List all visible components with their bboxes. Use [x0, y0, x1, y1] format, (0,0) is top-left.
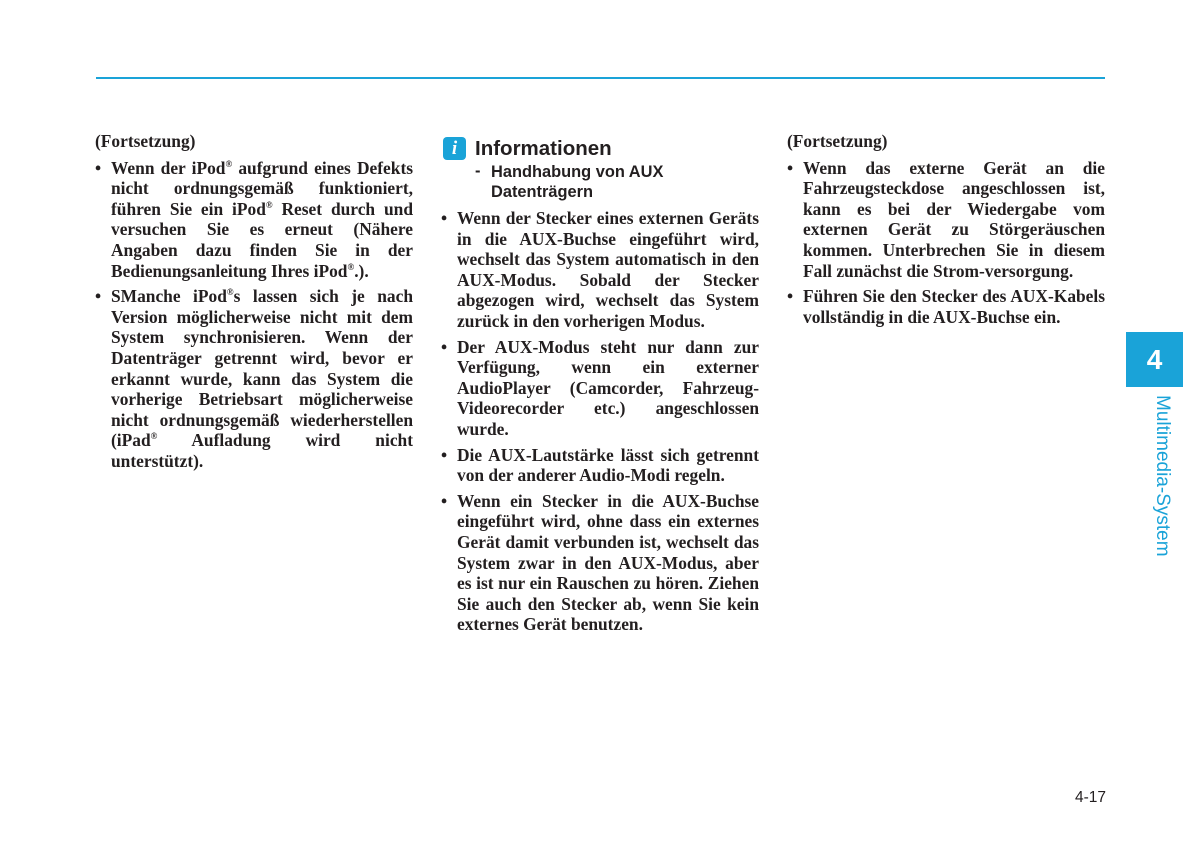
chapter-title: Multimedia-System	[1152, 395, 1173, 557]
left-column	[95, 131, 413, 477]
registered-mark: ®	[265, 199, 273, 210]
info-box-body	[441, 208, 759, 640]
subtitle-text: Handhabung von AUX Datenträgern	[491, 163, 664, 201]
list-item: • Wenn der iPod® aufgrund eines Defekts nicht ordnungsgemäß funktioniert, führen Sie ein iPod® Reset durch und versuchen Sie es erneut (Nähere Angaben dazu finden Sie in der Bedienungsanleitung Ihres iPod®.).	[95, 158, 413, 282]
info-bullet-list	[441, 208, 759, 635]
list-item: • Führen Sie den Stecker des AUX-Kabels vollständig in die AUX-Buchse ein.	[787, 286, 1105, 327]
registered-mark: ®	[347, 261, 355, 272]
subtitle-dash: -	[475, 162, 481, 180]
right-bullet-list	[787, 158, 1105, 328]
info-subtitle	[475, 163, 745, 202]
registered-mark: ®	[226, 287, 234, 298]
list-item: • Die AUX-Lautstärke lässt sich getrennt von der anderer Audio-Modi regeln.	[441, 445, 759, 486]
registered-mark: ®	[225, 158, 233, 169]
left-bullet-list	[95, 158, 413, 472]
info-icon: i	[443, 137, 466, 160]
list-item: • Wenn das externe Gerät an die Fahrzeugsteckdose angeschlossen ist, kann es bei der Wiedergabe vom externen Gerät zu Störgeräuschen kommen. Unterbrechen Sie in diesem Fall zunächst die Strom-versorgung.	[787, 158, 1105, 282]
list-item: • Wenn ein Stecker in die AUX-Buchse eingeführt wird, ohne dass ein externes Gerät damit verbunden ist, wechselt das System zwar in den AUX-Modus, aber es ist nur ein Rauschen zu hören. Ziehen Sie auch den Stecker ab, wenn Sie kein externes Gerät benutzen.	[441, 491, 759, 635]
right-column	[787, 131, 1105, 332]
continued-label: (Fortsetzung)	[95, 131, 196, 151]
continued-label: (Fortsetzung)	[787, 131, 888, 151]
header-rule	[96, 77, 1105, 79]
list-item: • Wenn der Stecker eines externen Geräts in die AUX-Buchse eingeführt wird, wechselt das System automatisch in den AUX-Modus. Sobald der Stecker abgezogen wird, wechselt das System zurück in den vorherigen Modus.	[441, 208, 759, 332]
info-title: Informationen	[475, 137, 612, 160]
registered-mark: ®	[150, 431, 158, 442]
list-item: • SManche iPod®s lassen sich je nach Version möglicherweise nicht mit dem System synchronisieren. Wenn der Datenträger getrennt wird, bevor er erkannt wurde, kann das System die vorherige Betriebsart möglicherweise nicht ordnungsgemäß wiederherstellen (iPad® Aufladung wird nicht unterstützt).	[95, 286, 413, 471]
page-number: 4-17	[1074, 789, 1106, 806]
list-item: • Der AUX-Modus steht nur dann zur Verfügung, wenn ein externer AudioPlayer (Camcorder, Fahrzeug-Videorecorder etc.) angeschlossen wurde.	[441, 337, 759, 440]
chapter-number-tab: 4	[1126, 332, 1183, 387]
